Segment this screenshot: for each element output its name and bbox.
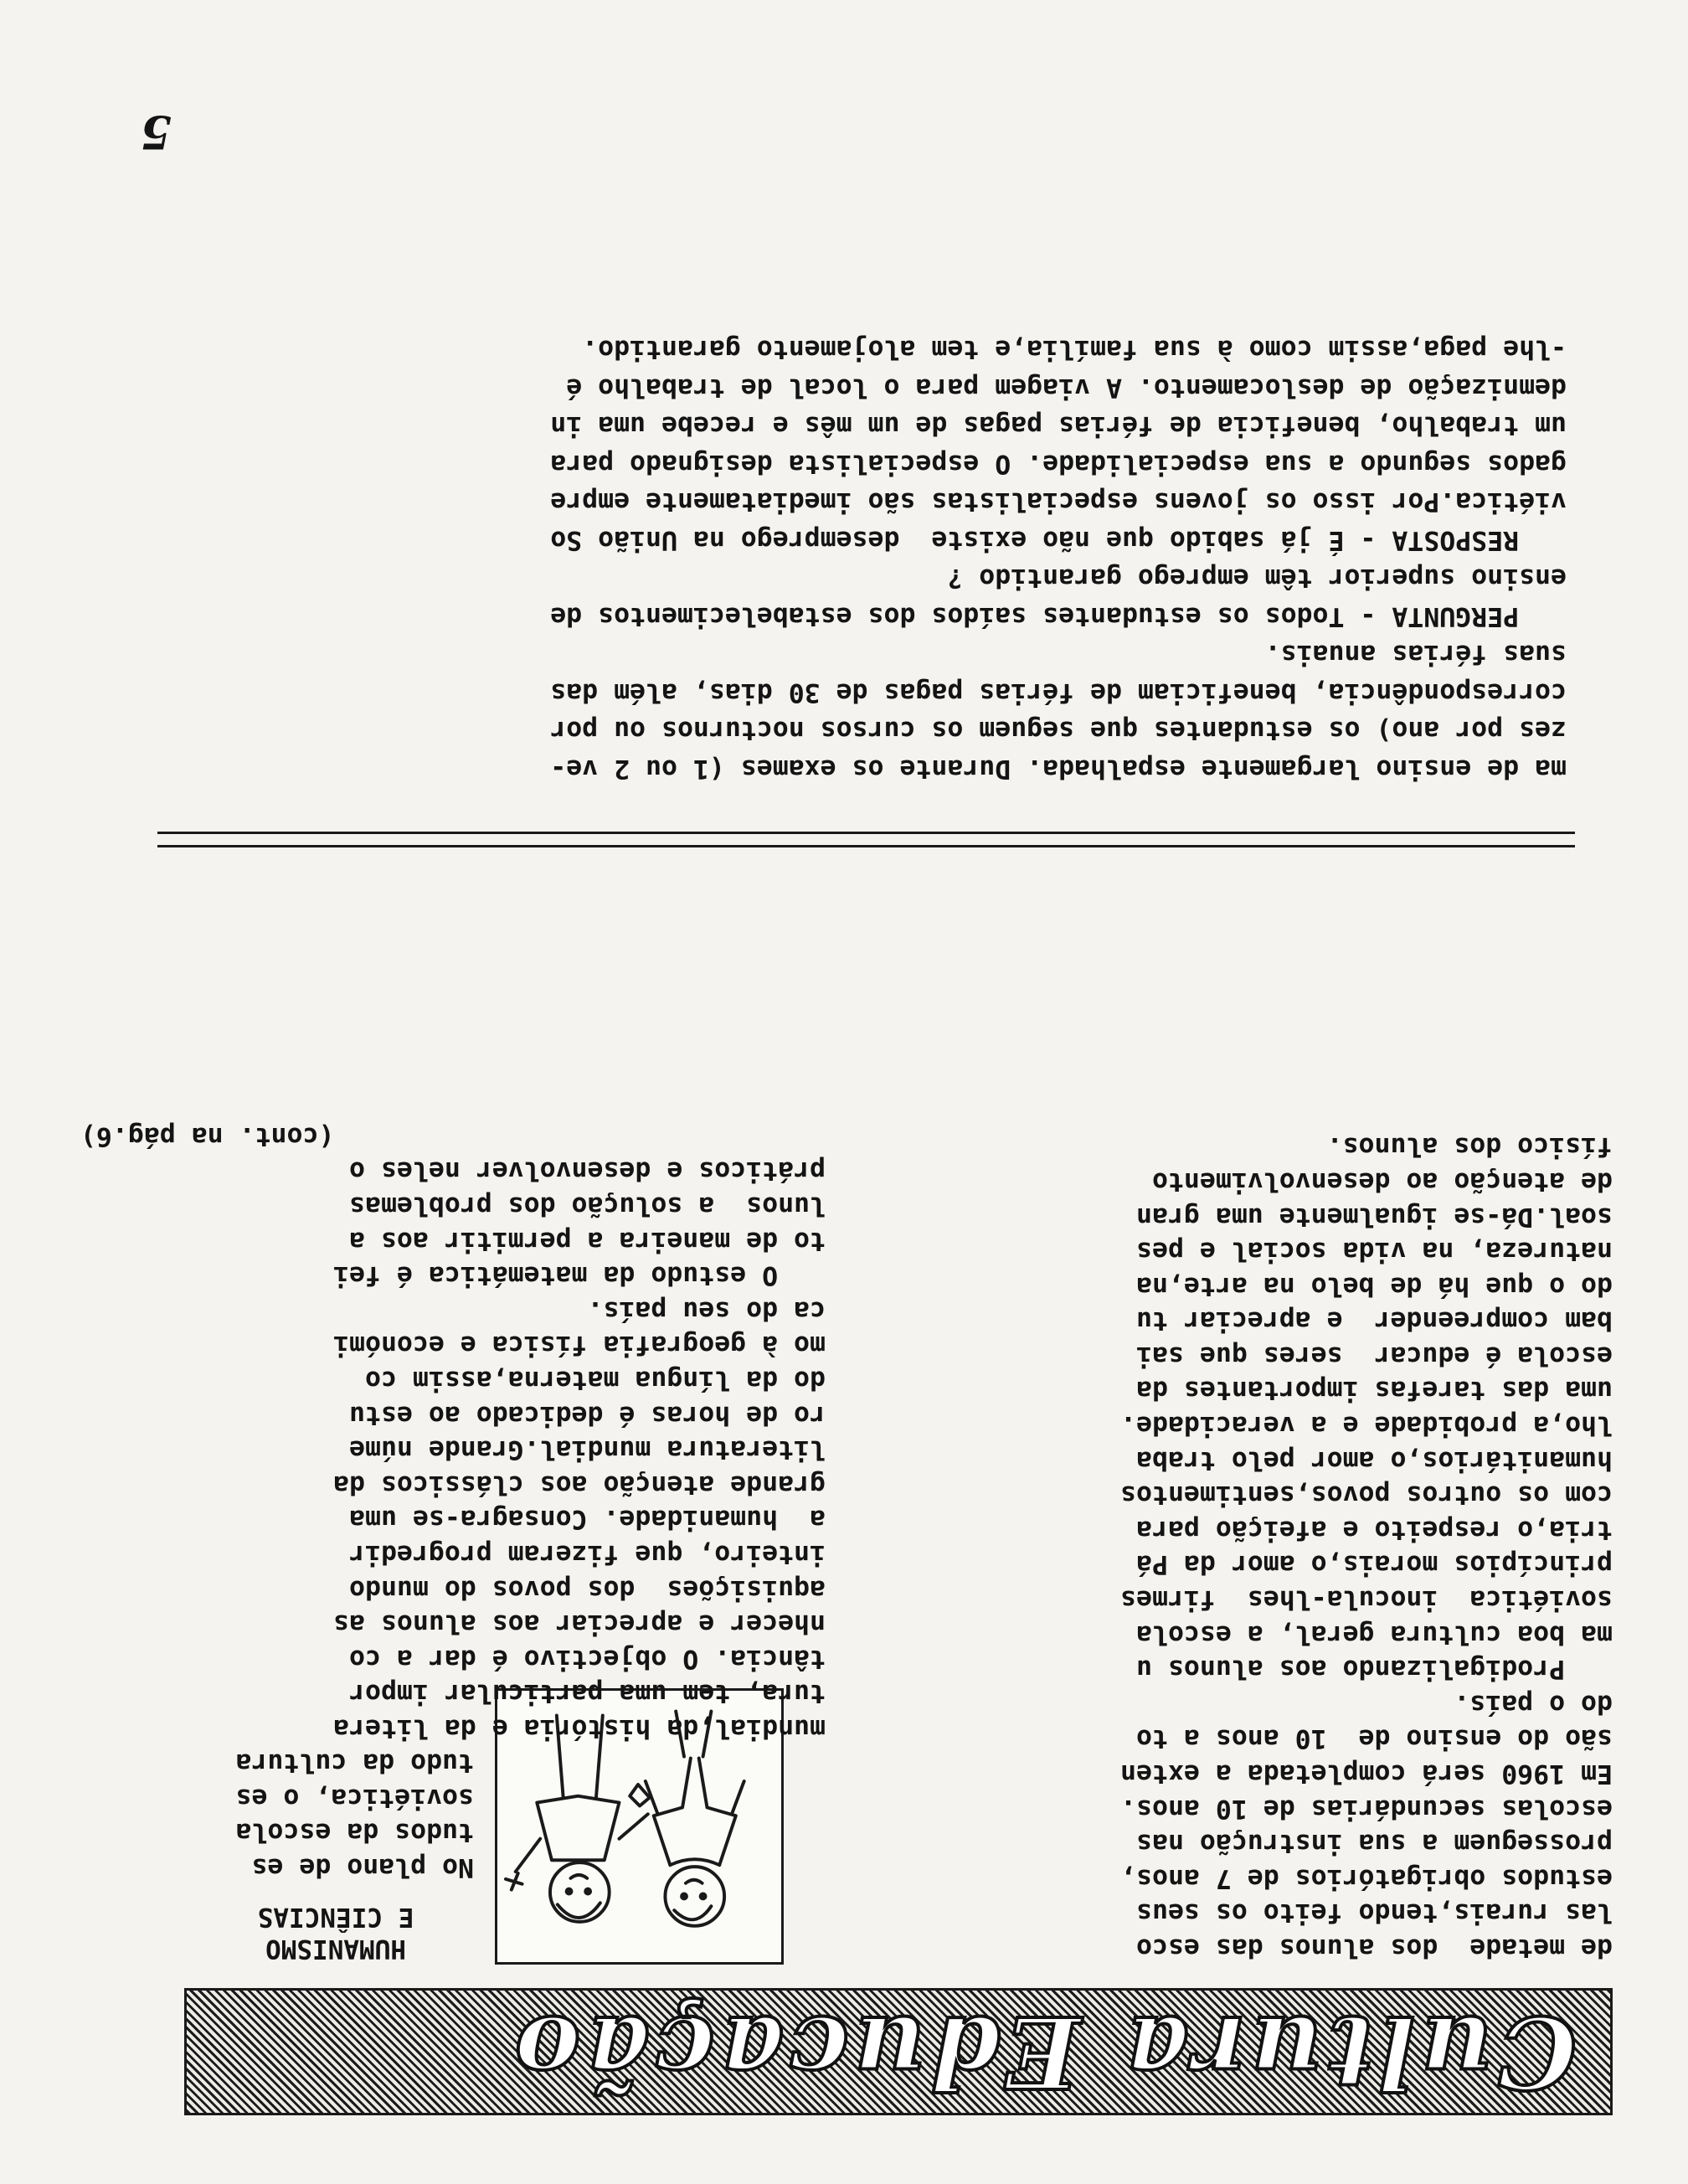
text-line: do o que há de belo na arte,na — [1136, 1270, 1613, 1301]
text-line: ma boa cultura geral, a escola — [1136, 1619, 1613, 1650]
text-line: O estudo da matemática é fei — [333, 1260, 826, 1291]
text-line: ensino superior têm emprego garantido ? — [947, 563, 1567, 594]
divider-rule — [157, 832, 1575, 834]
text-line: PERGUNTA - Todos os estudantes saídos dos estabelecimentos de — [550, 601, 1567, 631]
text-line: tância. O objectivo é dar a co — [349, 1643, 826, 1674]
text-line: um trabalho, beneficia de férias pagas de um mês e recebe uma in — [550, 410, 1567, 441]
text-line: No plano de es — [251, 1852, 474, 1883]
text-line: princípios morais,o amor da Pá — [1136, 1549, 1613, 1580]
text-line: ro de horas é dedicado ao estu — [349, 1399, 826, 1430]
text-line: mundial,da história e da litera — [333, 1713, 826, 1744]
text-line: do o país. — [1454, 1688, 1613, 1719]
text-line: suas férias anuais. — [1264, 639, 1567, 670]
section-title-line-2: E CIÊNCIAS — [257, 1902, 414, 1932]
text-line: ma de ensino largamente espalhada. Durante os exames (1 ou 2 ve- — [550, 754, 1567, 784]
text-line: literatura mundial.Grande núme — [349, 1435, 826, 1465]
bottom-article — [110, 330, 1567, 787]
text-line: soviética inocula-lhes firmes — [1120, 1584, 1613, 1615]
continuation-note: (cont. na pág.6) — [80, 1120, 335, 1151]
text-line: escolas secundárias de 10 anos. — [1120, 1793, 1613, 1824]
intro-text — [80, 1745, 474, 1884]
text-line: aquisições dos povos do mundo — [349, 1574, 826, 1605]
text-line: Em 1960 será completada a exten — [1120, 1759, 1613, 1790]
text-line: inteiro, que fizeram progredir — [349, 1539, 826, 1570]
text-line: do da língua materna,assim co — [365, 1365, 826, 1396]
text-line: nhecer e apreciar aos alunos as — [333, 1609, 826, 1640]
text-line: prosseguem a sua instrução nas — [1136, 1828, 1613, 1859]
section-heading — [198, 1901, 474, 1965]
text-line: tura, tem uma particular impor — [349, 1678, 826, 1709]
text-line: ca do seu país. — [587, 1295, 826, 1326]
text-line: -lhe paga,assim como à sua família,e tem alojamento garantido. — [582, 334, 1567, 365]
text-line: de metade dos alunos das esco — [1136, 1933, 1613, 1963]
text-line: lho,a probidade e a veracidade. — [1120, 1410, 1613, 1441]
text-line: grande atenção aos clássicos da — [333, 1469, 826, 1500]
text-line: humanitários,o amor pelo traba — [1136, 1445, 1613, 1476]
text-line: gados segundo a sua especialidade. O especialista designado para — [550, 449, 1567, 479]
text-line: soal.Dá-se igualmente uma gran — [1136, 1201, 1613, 1232]
text-line: tria,o respeito e afeição para — [1136, 1514, 1613, 1545]
text-line: de atenção ao desenvolvimento — [1152, 1166, 1613, 1197]
masthead-banner — [184, 1988, 1613, 2115]
text-line: uma das tarefas importantes da — [1136, 1375, 1613, 1406]
text-line: estudos obrigatórios de 7 anos, — [1120, 1862, 1613, 1893]
text-line: físico dos alunos. — [1326, 1131, 1613, 1162]
text-line: zes por ano) os estudantes que seguem os cursos nocturnos ou por — [550, 715, 1567, 746]
left-column — [943, 1129, 1613, 1965]
masthead-title: Cultura Educação — [509, 1994, 1577, 2110]
text-line: práticos e desenvolver neles o — [349, 1156, 826, 1187]
text-line: to de maneira a permitir aos a — [349, 1225, 826, 1256]
text-line: a humanidade. Consagra-se uma — [349, 1504, 826, 1535]
text-line: natureza, na vida social e pes — [1136, 1236, 1613, 1267]
text-line: viética.Por isso os jovens especialistas são imediatamente empre — [550, 487, 1567, 518]
text-line: escola é educar seres que sai — [1136, 1340, 1613, 1371]
text-line: tudo da cultura — [235, 1748, 474, 1779]
text-line: lunos a solução dos problemas — [349, 1191, 826, 1222]
text-line: mo à geografia física e económi — [333, 1330, 826, 1361]
right-body-text — [80, 1118, 826, 1745]
text-line: são do ensino de 10 anos a to — [1136, 1723, 1613, 1754]
text-line: tudos da escola — [235, 1817, 474, 1848]
section-title-line-1: HUMANISMO — [265, 1934, 406, 1964]
text-line: las rurais,tendo feito os seus — [1136, 1898, 1613, 1929]
divider-rule — [157, 845, 1575, 847]
page-number: 5 — [140, 106, 172, 159]
text-line: correspondência, beneficiam de férias pagas de 30 dias, além das — [550, 677, 1567, 708]
text-line: com os outros povos,sentimentos — [1120, 1480, 1613, 1511]
text-line: bam compreender e apreciar tu — [1136, 1306, 1613, 1337]
text-line: RESPOSTA - É já sabido que não existe desemprego na União So — [550, 525, 1567, 555]
text-line: Prodigalizando aos alunos u — [1136, 1654, 1613, 1685]
text-line: demnização de deslocamento. A viagem para o local de trabalho é — [566, 373, 1567, 403]
text-line: soviética, o es — [235, 1782, 474, 1813]
